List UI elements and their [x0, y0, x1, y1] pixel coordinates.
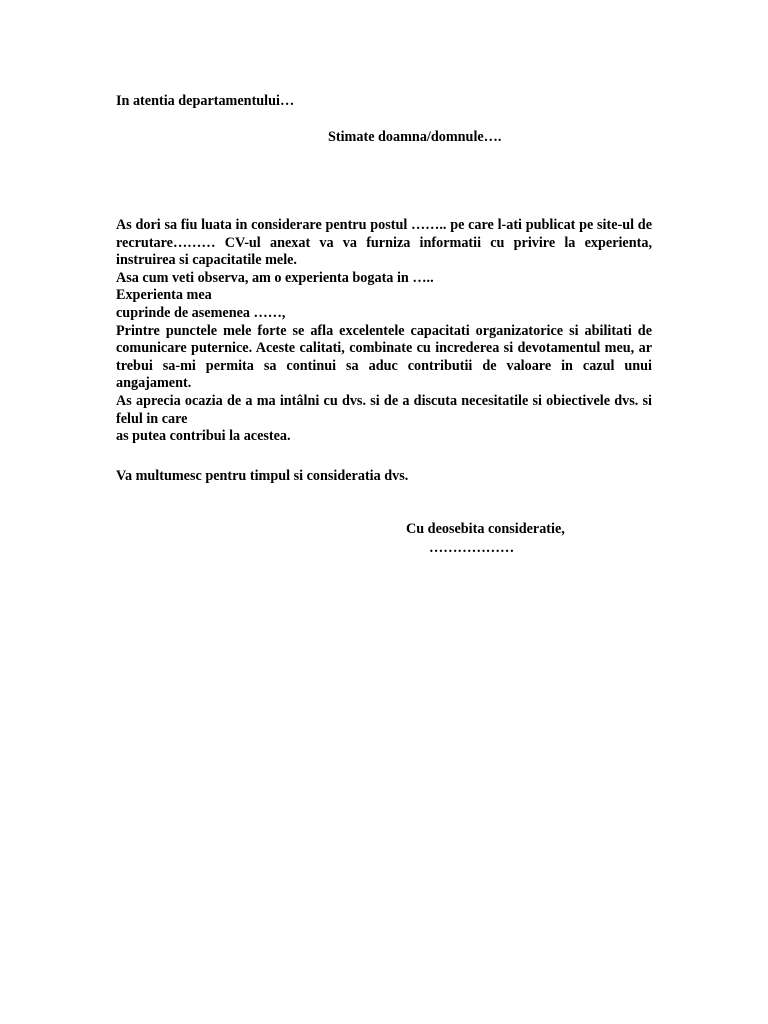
- thanks-line: Va multumesc pentru timpul si consideratia dvs.: [116, 468, 409, 484]
- salutation-line: Stimate doamna/domnule….: [328, 129, 502, 145]
- experience-intro-line: Asa cum veti observa, am o experienta bogata in …..: [116, 269, 434, 286]
- strengths-paragraph: Printre punctele mele forte se afla excelentele capacitati organizatorice si abilitati de comunicare puternice. Aceste calitati, combinate cu increderea si devotamentul meu, ar trebui sa-mi permita sa continui sa aduc contributii de valoare in cazul unui angajament.: [116, 322, 652, 392]
- letter-body: [116, 217, 652, 446]
- contribution-line: as putea contribui la acestea.: [116, 428, 291, 445]
- closing-line: Cu deosebita consideratie,: [406, 521, 565, 537]
- meeting-paragraph: As aprecia ocazia de a ma intâlni cu dvs. si de a discuta necesitatile si obiectivele dvs. si felul in care: [116, 392, 652, 427]
- includes-line: cuprinde de asemenea ……,: [116, 304, 286, 321]
- interest-paragraph: As dori sa fiu luata in considerare pentru postul …….. pe care l-ati publicat pe site-ul de recrutare……… CV-ul anexat va va furniza informatii cu privire la experienta, instruirea si capacitatile mele.: [116, 217, 652, 269]
- signature-placeholder: ………………: [429, 540, 515, 556]
- addressee-line: In atentia departamentului…: [116, 93, 295, 109]
- experience-line: Experienta mea: [116, 287, 212, 304]
